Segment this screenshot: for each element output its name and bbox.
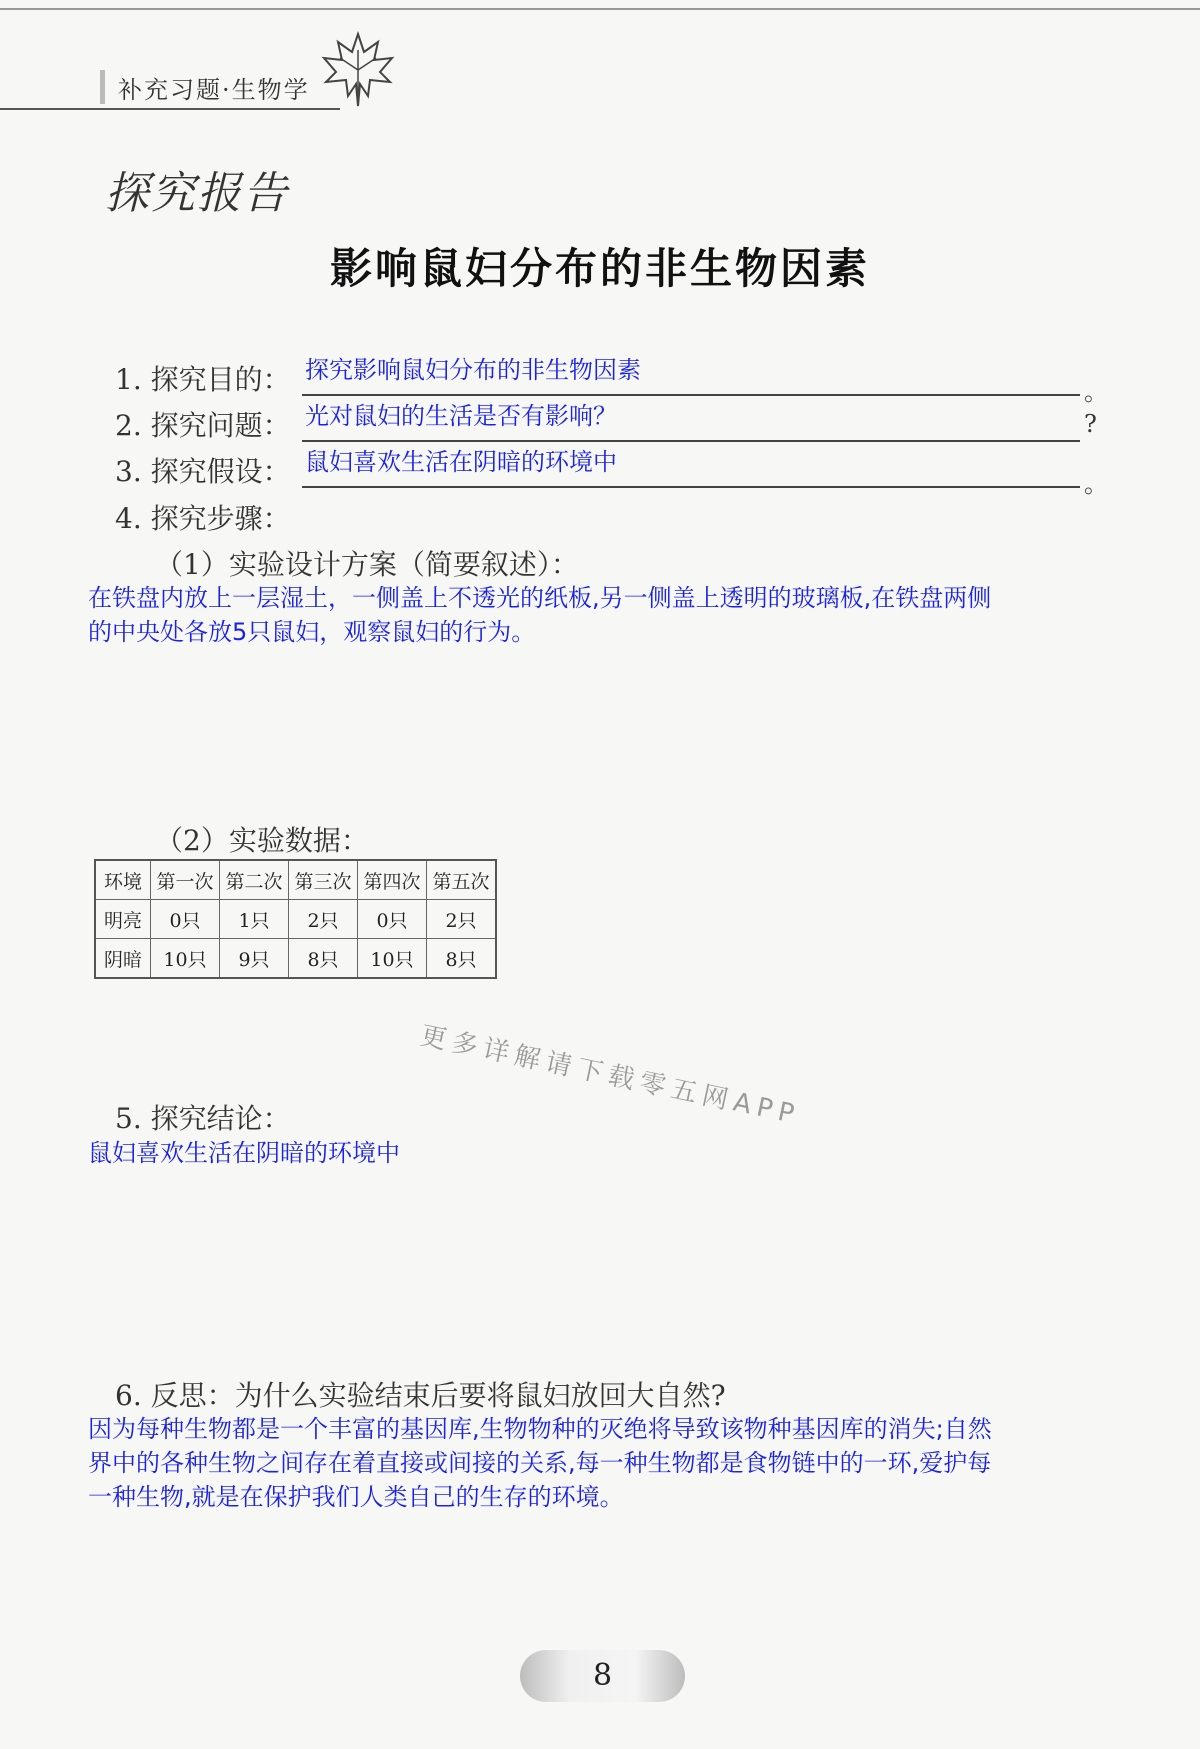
item-purpose-label: 1. 探究目的： bbox=[115, 363, 291, 396]
page-number: 8 bbox=[592, 1658, 613, 1693]
item-purpose-answer: 探究影响鼠妇分布的非生物因素 bbox=[305, 356, 641, 384]
table-cell: 0只 bbox=[151, 900, 220, 939]
header-bar bbox=[100, 70, 105, 104]
table-header-cell: 第三次 bbox=[289, 860, 358, 900]
section-title: 探究报告 bbox=[105, 168, 289, 219]
item-question-label: 2. 探究问题： bbox=[115, 409, 291, 442]
item-end-mark: 。 bbox=[1084, 378, 1108, 406]
table-cell: 1只 bbox=[220, 900, 289, 939]
table-row bbox=[95, 900, 496, 939]
step2-label: （2）实验数据： bbox=[155, 824, 369, 857]
step1-answer-line: 在铁盘内放上一层湿土，一侧盖上不透光的纸板,另一侧盖上透明的玻璃板,在铁盘两侧 bbox=[88, 584, 992, 612]
table-header-cell: 第四次 bbox=[358, 860, 427, 900]
maple-leaf-icon bbox=[318, 30, 398, 110]
item-end-mark: 。 bbox=[1084, 470, 1108, 498]
item-hypothesis-answer: 鼠妇喜欢生活在阴暗的环境中 bbox=[305, 448, 617, 476]
table-header-cell: 第一次 bbox=[151, 860, 220, 900]
table-header-cell: 环境 bbox=[95, 860, 151, 900]
top-edge-line bbox=[0, 8, 1200, 10]
table-cell: 2只 bbox=[289, 900, 358, 939]
item-steps-label: 4. 探究步骤： bbox=[115, 502, 291, 535]
running-header bbox=[0, 60, 360, 110]
header-title: 补充习题·生物学 bbox=[118, 76, 310, 104]
item-hypothesis-label: 3. 探究假设： bbox=[115, 455, 291, 488]
table-row bbox=[95, 939, 496, 979]
table-header-cell: 第五次 bbox=[427, 860, 497, 900]
reflection-answer bbox=[88, 1412, 1068, 1514]
item-question-answer: 光对鼠妇的生活是否有影响？ bbox=[305, 402, 617, 430]
table-header-cell: 第二次 bbox=[220, 860, 289, 900]
reflection-answer-line: 因为每种生物都是一个丰富的基因库,生物物种的灭绝将导致该物种基因库的消失;自然 bbox=[88, 1415, 992, 1443]
step1-label: （1）实验设计方案（简要叙述）： bbox=[155, 548, 579, 581]
page-number-badge bbox=[520, 1650, 685, 1702]
table-header-row bbox=[95, 860, 496, 900]
table-cell: 明亮 bbox=[95, 900, 151, 939]
answer-underline bbox=[302, 486, 1080, 488]
item-end-mark: ? bbox=[1084, 410, 1097, 438]
table-cell: 10只 bbox=[151, 939, 220, 979]
step1-answer bbox=[88, 581, 1068, 649]
report-title: 影响鼠妇分布的非生物因素 bbox=[329, 244, 870, 293]
watermark-text: 更多详解请下载零五网APP bbox=[417, 1020, 803, 1131]
header-rule bbox=[0, 108, 340, 110]
table-cell: 10只 bbox=[358, 939, 427, 979]
table-cell: 9只 bbox=[220, 939, 289, 979]
table-cell: 0只 bbox=[358, 900, 427, 939]
reflection-answer-line: 一种生物,就是在保护我们人类自己的生存的环境。 bbox=[88, 1483, 624, 1511]
table-cell: 8只 bbox=[289, 939, 358, 979]
table-cell: 8只 bbox=[427, 939, 497, 979]
data-table bbox=[94, 859, 497, 979]
table-cell: 阴暗 bbox=[95, 939, 151, 979]
reflection-answer-line: 界中的各种生物之间存在着直接或间接的关系,每一种生物都是食物链中的一环,爱护每 bbox=[88, 1449, 992, 1477]
step1-answer-line: 的中央处各放5只鼠妇，观察鼠妇的行为。 bbox=[88, 618, 536, 646]
conclusion-answer: 鼠妇喜欢生活在阴暗的环境中 bbox=[88, 1139, 400, 1167]
reflection-label: 6. 反思：为什么实验结束后要将鼠妇放回大自然? bbox=[115, 1379, 726, 1412]
conclusion-label: 5. 探究结论： bbox=[115, 1102, 291, 1135]
table-cell: 2只 bbox=[427, 900, 497, 939]
